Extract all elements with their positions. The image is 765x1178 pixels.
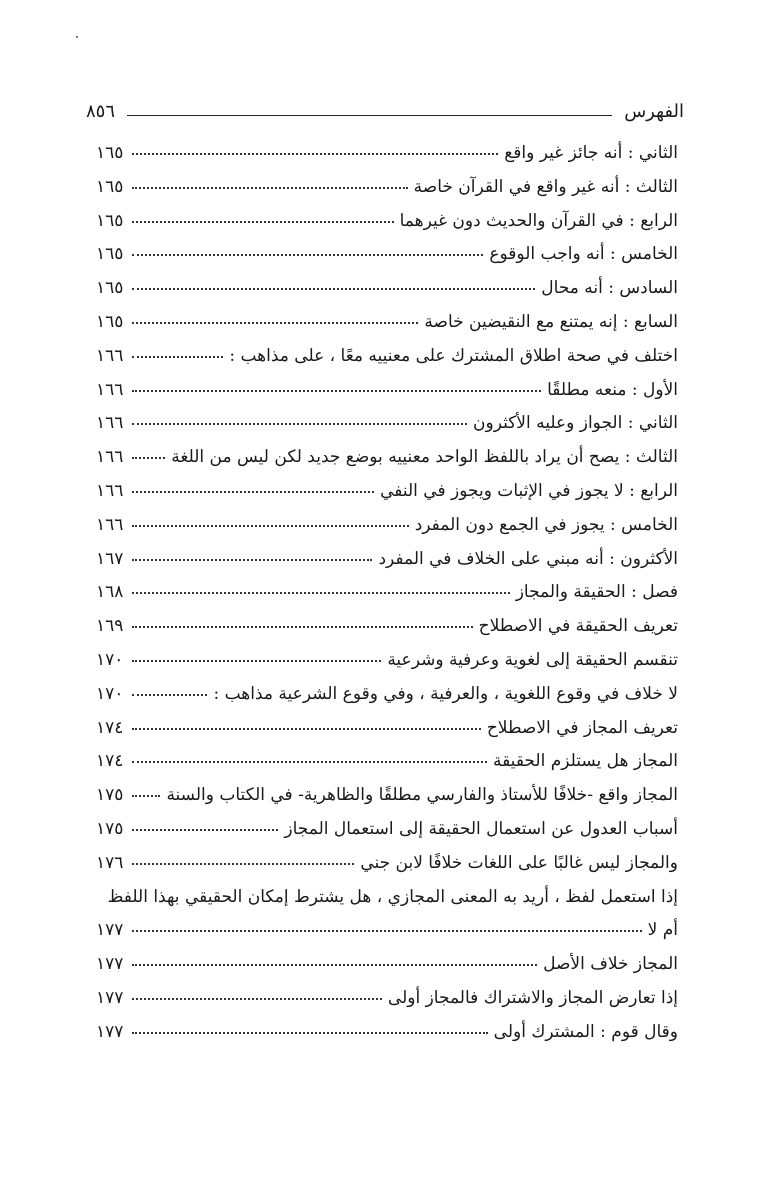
toc-entry-text: فصل : الحقيقة والمجاز — [515, 582, 678, 603]
toc-entry-page-number: ١٧٧ — [96, 954, 124, 975]
toc-entry[interactable] — [96, 887, 678, 921]
dot-leader — [132, 863, 354, 865]
toc-entry-text: المجاز واقع -خلافًا للأستاذ والفارسي مطلقًا والظاهرية- في الكتاب والسنة — [166, 785, 678, 806]
toc-entry-page-number: ١٦٥ — [96, 143, 124, 163]
dot-leader — [132, 795, 160, 797]
toc-entry[interactable] — [96, 1022, 678, 1056]
page-header — [86, 96, 684, 126]
dot-leader — [132, 221, 394, 223]
toc-entry-page-number: ١٦٦ — [96, 379, 124, 400]
toc-entry-page-number: ١٦٧ — [96, 548, 124, 569]
toc-entry-text: الأول : منعه مطلقًا — [547, 379, 678, 400]
toc-entry[interactable] — [96, 616, 678, 650]
dot-leader — [132, 491, 374, 493]
toc-entry[interactable] — [96, 920, 678, 954]
toc-entry-text: وقال قوم : المشترك أولى — [493, 1021, 678, 1042]
toc-entry[interactable] — [96, 143, 678, 177]
toc-entry-text: لا خلاف في وقوع اللغوية ، والعرفية ، وفي وقوع الشرعية مذاهب : — [213, 683, 678, 704]
dot-leader — [132, 288, 535, 290]
dot-leader — [132, 322, 418, 324]
toc-entry[interactable] — [96, 211, 678, 245]
dot-leader — [132, 829, 278, 831]
dot-leader — [132, 457, 165, 459]
toc-entry-page-number: ١٧٤ — [96, 717, 124, 738]
toc-entry-text: الأكثرون : أنه مبني على الخلاف في المفرد — [378, 548, 678, 569]
dot-leader — [132, 660, 381, 662]
toc-entry-page-number: ١٦٦ — [96, 480, 124, 501]
toc-entry-text: الخامس : أنه واجب الوقوع — [489, 244, 678, 265]
toc-entry-text: الثالث : أنه غير واقع في القرآن خاصة — [413, 176, 678, 197]
dot-leader — [132, 728, 481, 730]
toc-entry-page-number: ١٧٥ — [96, 818, 124, 839]
toc-entry-page-number: ١٧٠ — [96, 649, 124, 670]
dot-leader — [132, 930, 642, 932]
toc-entry-text: الثالث : يصح أن يراد باللفظ الواحد معنييه بوضع جديد لكن ليس من اللغة — [171, 447, 678, 468]
toc-entry[interactable] — [96, 853, 678, 887]
dot-leader — [132, 964, 537, 966]
toc-entry-text: إذا استعمل لفظ ، أريد به المعنى المجازي ، هل يشترط إمكان الحقيقي بهذا اللفظ — [107, 886, 678, 907]
dot-leader — [132, 998, 382, 1000]
toc-entry[interactable] — [96, 481, 678, 515]
toc-entry-text: السادس : أنه محال — [541, 278, 678, 299]
toc-entry-text: تعريف المجاز في الاصطلاح — [486, 717, 678, 738]
dot-leader — [132, 390, 541, 392]
dot-leader — [132, 356, 223, 358]
toc-entry[interactable] — [96, 312, 678, 346]
toc-entry-text: الخامس : يجوز في الجمع دون المفرد — [414, 514, 678, 535]
toc-entry[interactable] — [96, 582, 678, 616]
toc-entry-page-number: ١٦٩ — [96, 616, 124, 637]
toc-entry[interactable] — [96, 751, 678, 785]
toc-entry-page-number: ١٧٠ — [96, 683, 124, 704]
toc-entry-text: والمجاز ليس غالبًا على اللغات خلافًا لابن جني — [360, 852, 678, 873]
toc-entry-text: المجاز خلاف الأصل — [543, 954, 678, 975]
toc-entry-page-number: ١٦٦ — [96, 345, 124, 366]
toc-entry-text: الرابع : في القرآن والحديث دون غيرهما — [399, 210, 678, 231]
toc-entry[interactable] — [96, 549, 678, 583]
toc-entry-page-number: ١٦٥ — [96, 244, 124, 265]
page-title: الفهرس — [624, 100, 684, 122]
toc-entry[interactable] — [96, 650, 678, 684]
toc-entry[interactable] — [96, 447, 678, 481]
header-rule — [127, 115, 612, 116]
toc-entry-page-number: ١٦٥ — [96, 176, 124, 197]
toc-entry-page-number: ١٦٦ — [96, 413, 124, 434]
dot-leader — [132, 694, 207, 696]
toc-entry-text: إذا تعارض المجاز والاشتراك فالمجاز أولى — [387, 987, 678, 1008]
toc-entry[interactable] — [96, 346, 678, 380]
toc-entry[interactable] — [96, 278, 678, 312]
dot-leader — [132, 1032, 488, 1034]
toc-entry-page-number: ١٦٦ — [96, 447, 124, 468]
toc-entry-text: الثاني : أنه جائز غير واقع — [504, 143, 678, 163]
toc-entry[interactable] — [96, 718, 678, 752]
dot-leader — [132, 254, 483, 256]
dot-leader — [132, 525, 409, 527]
toc-entry[interactable] — [96, 785, 678, 819]
toc-entry-page-number: ١٧٥ — [96, 785, 124, 806]
toc-entry-page-number: ١٦٨ — [96, 582, 124, 603]
toc-entry[interactable] — [96, 954, 678, 988]
toc-entry[interactable] — [96, 413, 678, 447]
toc-entry-text: تعريف الحقيقة في الاصطلاح — [478, 616, 678, 637]
stray-mark — [76, 36, 78, 38]
toc-entry-text: أسباب العدول عن استعمال الحقيقة إلى استعمال المجاز — [284, 818, 678, 839]
toc-entry-page-number: ١٦٥ — [96, 210, 124, 231]
toc-entry-text: الرابع : لا يجوز في الإثبات ويجوز في النفي — [380, 480, 678, 501]
dot-leader — [132, 592, 510, 594]
toc-entry-page-number: ١٦٥ — [96, 311, 124, 332]
toc-entry[interactable] — [96, 515, 678, 549]
toc-entry-text: تنقسم الحقيقة إلى لغوية وعرفية وشرعية — [387, 649, 678, 670]
toc-entry[interactable] — [96, 380, 678, 414]
toc-entry-text: اختلف في صحة اطلاق المشترك على معنييه معًا ، على مذاهب : — [229, 345, 678, 366]
toc-entry-page-number: ١٧٧ — [96, 920, 124, 941]
toc-entry-page-number: ١٧٧ — [96, 1021, 124, 1042]
toc-entry[interactable] — [96, 684, 678, 718]
toc-entry-text: المجاز هل يستلزم الحقيقة — [492, 751, 678, 772]
toc-entry-page-number: ١٦٥ — [96, 278, 124, 299]
toc-entry[interactable] — [96, 177, 678, 211]
toc-entry-page-number: ١٦٦ — [96, 514, 124, 535]
toc-entry-text: الثاني : الجواز وعليه الأكثرون — [473, 413, 678, 434]
dot-leader — [132, 187, 408, 189]
toc-entry[interactable] — [96, 988, 678, 1022]
toc-entry-page-number: ١٧٤ — [96, 751, 124, 772]
toc-entry[interactable] — [96, 819, 678, 853]
toc-entry-page-number: ١٧٧ — [96, 987, 124, 1008]
toc-entry-page-number: ١٧٦ — [96, 852, 124, 873]
dot-leader — [132, 559, 372, 561]
dot-leader — [132, 423, 467, 425]
dot-leader — [132, 153, 498, 155]
dot-leader — [132, 761, 487, 763]
table-of-contents — [96, 143, 678, 1056]
page-number: ٨٥٦ — [86, 100, 116, 122]
toc-entry[interactable] — [96, 244, 678, 278]
toc-entry-text: السابع : إنه يمتنع مع النقيضين خاصة — [424, 311, 678, 332]
toc-entry-text: أم لا — [647, 920, 678, 941]
dot-leader — [132, 626, 473, 628]
